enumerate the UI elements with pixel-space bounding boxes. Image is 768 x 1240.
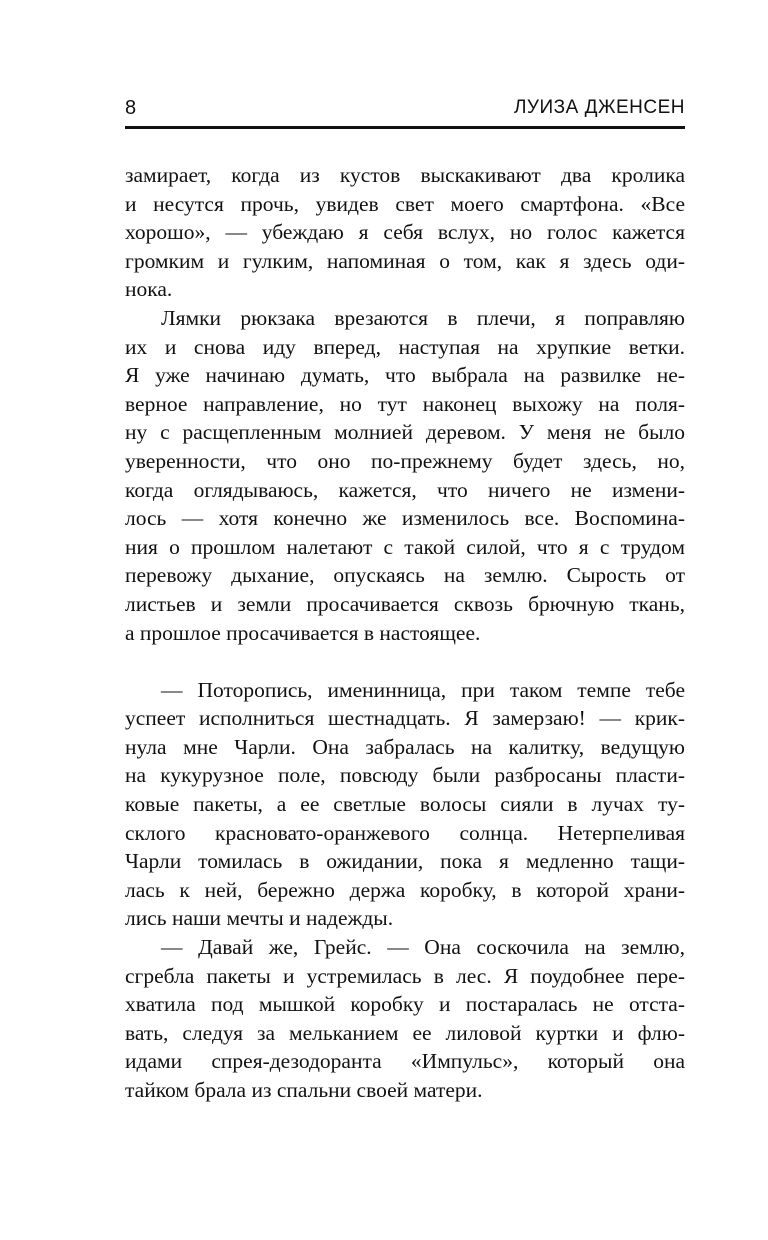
- text-line: сгребла пакеты и устремилась в лес. Я поудобнее пере-: [125, 963, 685, 988]
- paragraph-2: [125, 304, 685, 647]
- text-line: хватила под мышкой коробку и постаралась не отста-: [125, 992, 685, 1017]
- text-line: лась к ней, бережно держа коробку, в которой храни-: [125, 877, 685, 902]
- text-line: перевожу дыхание, опускаясь на землю. Сырость от: [125, 563, 685, 588]
- text-line: ковые пакеты, а ее светлые волосы сияли в лучах ту-: [125, 792, 685, 817]
- text-line: их и снова иду вперед, наступая на хрупкие ветки.: [125, 334, 685, 359]
- page-number: 8: [125, 97, 137, 119]
- text-line: успеет исполниться шестнадцать. Я замерзаю! — крик-: [125, 706, 685, 731]
- text-line: ния о прошлом налетают с такой силой, что я с трудом: [125, 534, 685, 559]
- body-text: [125, 161, 685, 1105]
- text-line: и несутся прочь, увидев свет моего смартфона. «Все: [125, 191, 685, 216]
- paragraph-1: [125, 161, 685, 304]
- text-line: нула мне Чарли. Она забралась на калитку, ведущую: [125, 734, 685, 759]
- text-line: тайком брала из спальни своей матери.: [125, 1078, 483, 1102]
- text-line: ну с расщепленным молнией деревом. У меня не было: [125, 420, 685, 445]
- text-line: когда оглядываюсь, кажется, что ничего не измени-: [125, 477, 685, 502]
- text-line: Я уже начинаю думать, что выбрала на развилке не-: [125, 363, 685, 388]
- paragraph-4: [125, 933, 685, 1105]
- text-line: замирает, когда из кустов выскакивают два кролика: [125, 163, 685, 187]
- text-line: громким и гулким, напоминая о том, как я здесь оди-: [125, 248, 685, 273]
- text-line: склого красновато-оранжевого солнца. Нетерпеливая: [125, 820, 685, 845]
- text-line: на кукурузное поле, повсюду были разбросаны пласти-: [125, 763, 685, 788]
- text-line: лись наши мечты и надежды.: [125, 906, 394, 931]
- text-line: хорошо», — убеждаю я себя вслух, но голос кажется: [125, 220, 685, 245]
- paragraph-3: [125, 676, 685, 933]
- section-break: [125, 647, 685, 676]
- text-line: верное направление, но тут наконец выхожу на поля-: [125, 391, 685, 416]
- running-title: ЛУИЗА ДЖЕНСЕН: [513, 97, 685, 118]
- text-line: уверенности, что оно по-прежнему будет здесь, но,: [125, 448, 685, 473]
- text-line: лось — хотя конечно же изменилось все. Воспомина-: [125, 506, 685, 531]
- text-line: идами спрея-дезодоранта «Импульс», который она: [125, 1049, 685, 1074]
- text-line: — Давай же, Грейс. — Она соскочила на землю,: [161, 935, 685, 960]
- text-line: Чарли томилась в ожидании, пока я медленно тащи-: [125, 849, 685, 874]
- text-line: вать, следуя за мельканием ее лиловой куртки и флю-: [125, 1020, 685, 1045]
- text-line: нока.: [125, 277, 173, 302]
- text-line: а прошлое просачивается в настоящее.: [125, 620, 481, 645]
- text-line: Лямки рюкзака врезаются в плечи, я поправляю: [161, 305, 685, 330]
- text-line: листьев и земли просачивается сквозь брючную ткань,: [125, 591, 685, 616]
- running-head: [125, 96, 685, 129]
- text-line: — Поторопись, именинница, при таком темпе тебе: [161, 677, 685, 702]
